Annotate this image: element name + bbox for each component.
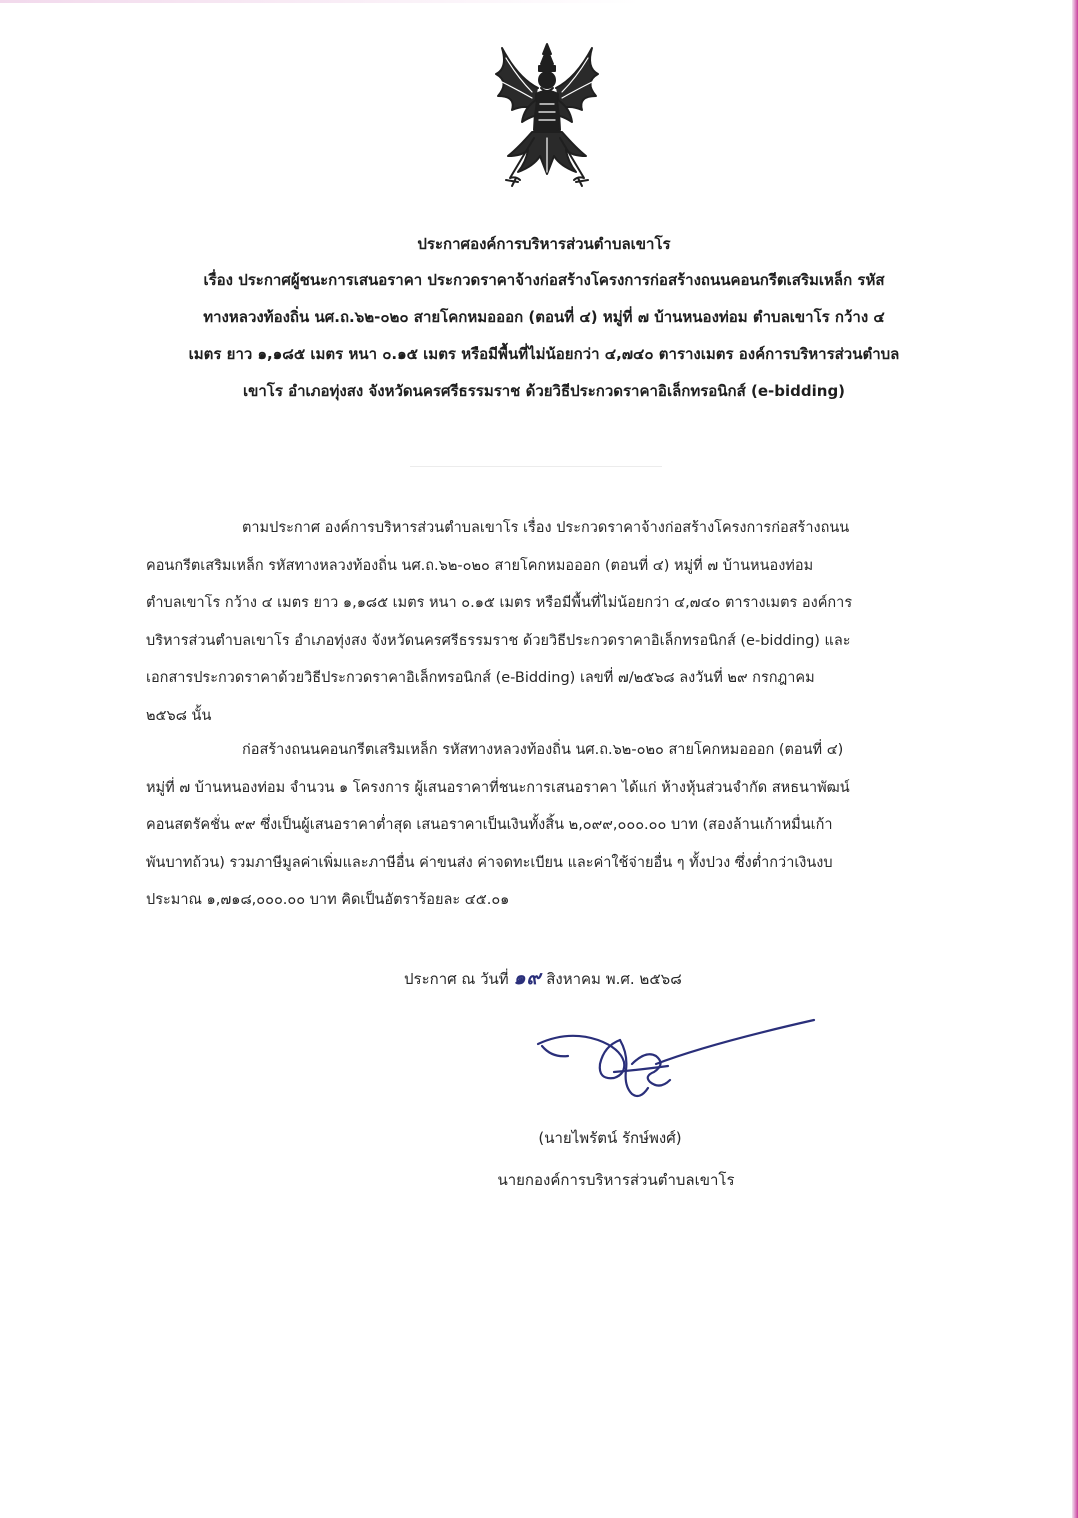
paragraph-line: บริหารส่วนตำบลเขาโร อำเภอทุ่งสง จังหวัดนครศรีธรรมราช ด้วยวิธีประกวดราคาอิเล็กทรอนิกส์ (e-bidding) และ	[146, 632, 851, 649]
announcement-date	[404, 960, 764, 997]
paragraph-line: พันบาทถ้วน) รวมภาษีมูลค่าเพิ่มและภาษีอื่น ค่าขนส่ง ค่าจดทะเบียน และค่าใช้จ่ายอื่น ๆ ทั้งปวง ซึ่งต่ำกว่าเงินงบ	[146, 854, 833, 871]
body-paragraph-2	[146, 732, 946, 920]
paragraph-line: ตำบลเขาโร กว้าง ๔ เมตร ยาว ๑,๑๘๕ เมตร หนา ๐.๑๕ เมตร หรือมีพื้นที่ไม่น้อยกว่า ๔,๗๔๐ ตารางเมตร องค์การ	[146, 595, 853, 611]
subject-line: เขาโร อำเภอทุ่งสง จังหวัดนครศรีธรรมราช ด้วยวิธีประกวดราคาอิเล็กทรอนิกส์ (e-bidding)	[242, 382, 846, 400]
date-month-year: สิงหาคม พ.ศ. ๒๕๖๘	[546, 970, 682, 988]
announcement-header	[108, 226, 980, 410]
divider	[410, 466, 662, 467]
subject-line: เมตร ยาว ๑,๑๘๕ เมตร หนา ๐.๑๕ เมตร หรือมีพื้นที่ไม่น้อยกว่า ๔,๗๔๐ ตารางเมตร องค์การบริหารส่วนตำบล	[188, 345, 900, 363]
paragraph-line: ตามประกาศ องค์การบริหารส่วนตำบลเขาโร เรื่อง ประกวดราคาจ้างก่อสร้างโครงการก่อสร้างถนน	[242, 520, 850, 536]
paragraph-line: ๒๕๖๘ นั้น	[146, 707, 212, 724]
date-prefix: ประกาศ ณ วันที่	[404, 970, 509, 988]
page-top-tint	[0, 0, 640, 3]
paragraph-line: ประมาณ ๑,๗๑๘,๐๐๐.๐๐ บาท คิดเป็นอัตราร้อยละ ๔๕.๐๑	[146, 892, 510, 908]
signer-position: นายกองค์การบริหารส่วนตำบลเขาโร	[497, 1171, 735, 1189]
signer-name: (นายไพรัตน์ รักษ์พงศ์)	[538, 1129, 682, 1147]
subject-line: เรื่อง ประกาศผู้ชนะการเสนอราคา ประกวดราคาจ้างก่อสร้างโครงการก่อสร้างถนนคอนกรีตเสริมเหล็ก รหัส	[203, 271, 885, 289]
handwritten-signature-icon	[528, 1010, 818, 1116]
paragraph-line: หมู่ที่ ๗ บ้านหนองท่อม จำนวน ๑ โครงการ ผู้เสนอราคาที่ชนะการเสนอราคา ได้แก่ ห้างหุ้นส่วนจำกัด สหธนาพัฒน์	[146, 779, 850, 796]
subject-line: ทางหลวงท้องถิ่น นศ.ถ.๖๒-๐๒๐ สายโคกหมอออก (ตอนที่ ๔) หมู่ที่ ๗ บ้านหนองท่อม ตำบลเขาโร กว้าง ๔	[203, 308, 885, 326]
paragraph-line: ก่อสร้างถนนคอนกรีตเสริมเหล็ก รหัสทางหลวงท้องถิ่น นศ.ถ.๖๒-๐๒๐ สายโคกหมอออก (ตอนที่ ๔)	[242, 742, 844, 758]
garuda-emblem-icon	[488, 38, 606, 188]
paragraph-line: คอนสตรัคชั่น ๙๙ ซึ่งเป็นผู้เสนอราคาต่ำสุด เสนอราคาเป็นเงินทั้งสิ้น ๒,๐๙๙,๐๐๐.๐๐ บาท (สองล้านเก้าหมื่นเก้า	[146, 817, 833, 833]
announcement-title: ประกาศองค์การบริหารส่วนตำบลเขาโร	[417, 235, 671, 253]
page-edge-tint	[1072, 0, 1078, 1518]
body-paragraph-1	[146, 510, 946, 735]
paragraph-line: เอกสารประกวดราคาด้วยวิธีประกวดราคาอิเล็กทรอนิกส์ (e-Bidding) เลขที่ ๗/๒๕๖๘ ลงวันที่ ๒๙ กรกฎาคม	[146, 670, 815, 686]
paragraph-line: คอนกรีตเสริมเหล็ก รหัสทางหลวงท้องถิ่น นศ.ถ.๖๒-๐๒๐ สายโคกหมอออก (ตอนที่ ๔) หมู่ที่ ๗ บ้านหนองท่อม	[146, 557, 814, 574]
date-day: ๑๙	[513, 967, 542, 989]
